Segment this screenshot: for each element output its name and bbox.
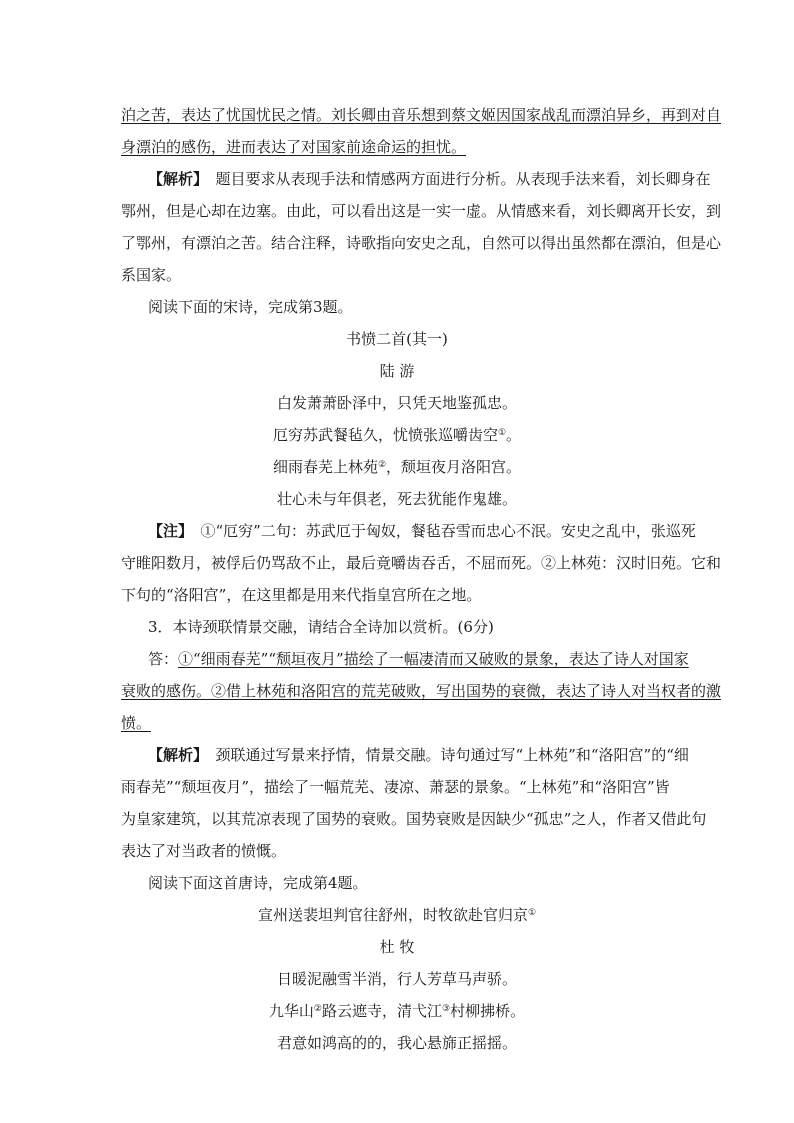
analysis-paragraph-1-line2: 鄂州，但是心却在边塞。由此，可以看出这是一实一虚。从情感来看，刘长卿离开长安，到 — [121, 202, 722, 220]
note-line1: 【注】 ①“厄穷”二句：苏武厄于匈奴，餐毡吞雪而忠心不泯。安史之乱中，张巡死 — [148, 522, 696, 540]
answer2-continuation-line2: 身漂泊的感伤，进而表达了对国家前途命运的担忧。 — [121, 138, 467, 156]
poem2-author: 杜 牧 — [379, 938, 415, 956]
note-line3: 下句的“洛阳宫”，在这里都是用来代指皇宫所在之地。 — [121, 586, 482, 604]
answer3-line3: 愤。 — [121, 714, 152, 732]
footnote-marker: ② — [313, 1004, 322, 1014]
poem2-line2: 九华山②路云遮寺，清弋江③村柳拂桥。 — [268, 1002, 526, 1020]
analysis-paragraph-1-line3: 了鄂州，有漂泊之苦。结合注释，诗歌指向安史之乱，自然可以得出虽然都在漂泊，但是心 — [121, 234, 722, 252]
footnote-marker: ① — [527, 908, 537, 918]
poem1-author: 陆 游 — [379, 362, 415, 380]
footnote-marker: ① — [497, 428, 507, 438]
poem1-line4: 壮心未与年俱老，死去犹能作鬼雄。 — [276, 490, 517, 508]
footnote-marker: ③ — [442, 1004, 451, 1014]
poem1-line2: 厄穷苏武餐毡久，忧愤张巡嚼齿空①。 — [272, 426, 522, 444]
analysis-text: 题目要求从表现手法和情感两方面进行分析。从表现手法来看，刘长卿身在 — [200, 170, 711, 188]
analysis-paragraph-3-line4: 表达了对当政者的愤慨。 — [121, 842, 287, 860]
question-3: 3．本诗颈联情景交融，请结合全诗加以赏析。(6分) — [148, 618, 494, 636]
analysis-paragraph-3-line1: 【解析】 颈联通过写景来抒情，情景交融。诗句通过写“上林苑”和“洛阳宫”的“细 — [148, 746, 689, 764]
instruction-question-4: 阅读下面这首唐诗，完成第4题。 — [148, 874, 368, 892]
analysis-paragraph-3-line2: 雨春芜”“颓垣夜月”，描绘了一幅荒芜、凄凉、萧瑟的景象。“上林苑”和“洛阳宫”皆 — [121, 778, 670, 796]
analysis-paragraph-1-line4: 系国家。 — [121, 266, 182, 284]
poem1-line1: 白发萧萧卧泽中，只凭天地鉴孤忠。 — [276, 394, 517, 412]
analysis-label: 【解析】 — [148, 746, 201, 764]
footnote-marker: ② — [377, 460, 387, 470]
analysis-paragraph-3-line3: 为皇家建筑，以其荒凉表现了国势的衰败。国势衰败是因缺少“孤忠”之人，作者又借此句 — [121, 810, 707, 828]
note-label: 【注】 — [148, 522, 186, 540]
note-line2: 守睢阳数月，被俘后仍骂敌不止，最后竟嚼齿吞舌，不屈而死。②上林苑：汉时旧苑。它和 — [121, 554, 722, 572]
instruction-question-3: 阅读下面的宋诗，完成第3题。 — [148, 298, 353, 316]
poem2-line1: 日暖泥融雪半消，行人芳草马声骄。 — [276, 970, 517, 988]
poem2-title: 宣州送裴坦判官往舒州，时牧欲赴官归京① — [257, 906, 537, 924]
answer2-continuation-line1: 泊之苦，表达了忧国忧民之情。刘长卿由音乐想到蔡文姬因国家战乱而漂泊异乡，再到对自 — [121, 106, 722, 124]
poem1-title: 书愤二首(其一) — [346, 330, 448, 348]
answer3-line2: 衰败的感伤。②借上林苑和洛阳宫的荒芜破败，写出国势的衰微，表达了诗人对当权者的激 — [121, 682, 722, 700]
answer3-line1: 答：①“细雨春芜”“颓垣夜月”描绘了一幅凄清而又破败的景象，表达了诗人对国家 — [148, 650, 689, 668]
answer-label: 答： — [148, 650, 179, 668]
analysis-paragraph-1-line1 — [148, 169, 711, 189]
analysis-label: 【解析】 — [148, 170, 201, 188]
poem1-line3: 细雨春芜上林苑②，颓垣夜月洛阳宫。 — [272, 458, 522, 476]
poem2-line3: 君意如鸿高的的，我心悬旆正摇摇。 — [276, 1034, 517, 1052]
